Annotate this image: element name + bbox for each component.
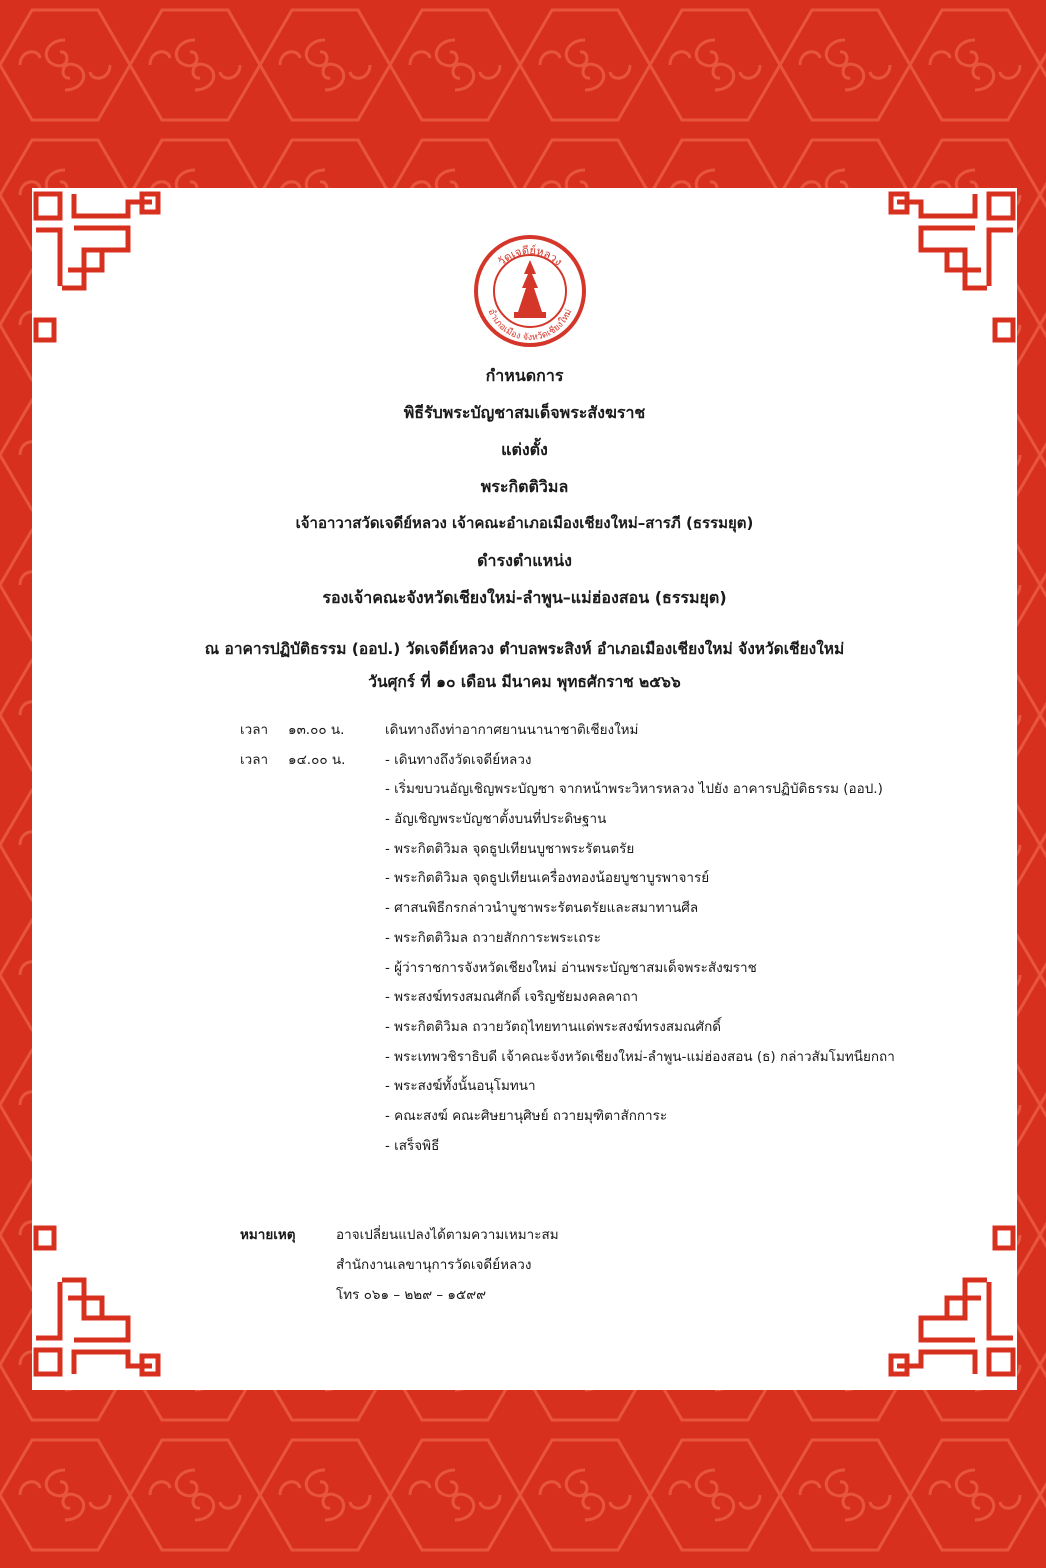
schedule-row: [240, 894, 960, 924]
title-current-position: เจ้าอาวาสวัดเจดีย์หลวง เจ้าคณะอำเภอเมืองเชียงใหม่–สารภี (ธรรมยุต): [295, 514, 754, 532]
schedule-activity: - ศาสนพิธีกรกล่าวนำบูชาพระรัตนตรัยและสมาทานศีล: [385, 900, 699, 917]
schedule-time-label: เวลา: [240, 751, 269, 768]
seal-top-text: วัดเจดีย์หลวง: [495, 243, 565, 269]
venue-place: ณ อาคารปฏิบัติธรรม (ออป.) วัดเจดีย์หลวง ตำบลพระสิงห์ อำเภอเมืองเชียงใหม่ จังหวัดเชียงใหม่: [204, 640, 845, 658]
schedule-activity: - คณะสงฆ์ คณะศิษยานุศิษย์ ถวายมุฑิตาสักการะ: [385, 1107, 668, 1124]
schedule-row: [240, 805, 960, 835]
temple-seal-icon: [470, 230, 590, 352]
schedule-activity: - ผู้ว่าราชการจังหวัดเชียงใหม่ อ่านพระบัญชาสมเด็จพระสังฆราช: [385, 959, 757, 976]
schedule-activity: - พระสงฆ์ทรงสมณศักดิ์ เจริญชัยมงคลคาถา: [385, 989, 639, 1006]
title-schedule: กำหนดการ: [485, 366, 564, 385]
schedule-row: [240, 746, 960, 776]
schedule-row: [240, 1072, 960, 1102]
notes-label: หมายเหตุ: [240, 1227, 296, 1243]
title-monk-name: พระกิตติวิมล: [480, 477, 569, 496]
venue-date: วันศุกร์ ที่ ๑๐ เดือน มีนาคม พุทธศักราช ๒๕๖๖: [368, 673, 681, 691]
schedule-activity: - พระกิตติวิมล ถวายวัตถุไทยทานแด่พระสงฆ์ทรงสมณศักดิ์: [385, 1018, 722, 1035]
schedule-row: [240, 924, 960, 954]
title-appoint: แต่งตั้ง: [501, 440, 548, 459]
schedule-row: [240, 954, 960, 984]
schedule-row: [240, 1013, 960, 1043]
schedule-list: [240, 716, 960, 1161]
notes-line-2: สำนักงานเลขานุการวัดเจดีย์หลวง: [336, 1257, 532, 1273]
schedule-row: [240, 835, 960, 865]
schedule-row: [240, 1132, 960, 1162]
schedule-activity: - พระกิตติวิมล จุดธูปเทียนเครื่องทองน้อยบูชาบูรพาจารย์: [385, 870, 710, 887]
schedule-activity: - เดินทางถึงวัดเจดีย์หลวง: [385, 751, 532, 768]
corner-ornament-top-right: [887, 188, 1017, 348]
title-new-position: รองเจ้าคณะจังหวัดเชียงใหม่-ลำพูน–แม่ฮ่องสอน (ธรรมยุต): [322, 588, 727, 607]
schedule-time-label: เวลา: [240, 722, 269, 738]
schedule-row: [240, 1102, 960, 1132]
title-hold-position: ดำรงตำแหน่ง: [477, 551, 572, 570]
schedule-row: [240, 864, 960, 894]
schedule-activity: - พระสงฆ์ทั้งนั้นอนุโมทนา: [385, 1078, 536, 1095]
seal-bottom-text: อำเภอเมือง จังหวัดเชียงใหม่: [485, 307, 575, 344]
notes-line-1: อาจเปลี่ยนแปลงได้ตามความเหมาะสม: [336, 1227, 559, 1243]
schedule-time: ๑๔.๐๐ น.: [288, 751, 346, 768]
schedule-activity: เดินทางถึงท่าอากาศยานนานาชาติเชียงใหม่: [385, 722, 639, 738]
schedule-row: [240, 716, 960, 746]
schedule-activity: - พระกิตติวิมล ถวายสักการะพระเถระ: [385, 929, 601, 946]
schedule-activity: - เสร็จพิธี: [385, 1137, 440, 1154]
corner-ornament-bottom-left: [32, 1220, 162, 1380]
schedule-row: [240, 775, 960, 805]
corner-ornament-top-left: [32, 188, 162, 348]
document-title-block: [32, 357, 1017, 616]
schedule-activity: - พระเทพวชิราธิบดี เจ้าคณะจังหวัดเชียงใหม่-ลำพูน-แม่ฮ่องสอน (ธ) กล่าวสัมโมทนียกถา: [385, 1048, 895, 1065]
schedule-activity: - พระกิตติวิมล จุดธูปเทียนบูชาพระรัตนตรัย: [385, 840, 635, 857]
notes-phone: โทร ๐๖๑ – ๒๒๙ – ๑๕๙๙: [336, 1287, 486, 1303]
schedule-time: ๑๓.๐๐ น.: [288, 722, 345, 738]
schedule-row: [240, 1043, 960, 1073]
schedule-activity: - เริ่มขบวนอัญเชิญพระบัญชา จากหน้าพระวิหารหลวง ไปยัง อาคารปฏิบัติธรรม (ออป.): [385, 781, 883, 798]
schedule-activity: - อัญเชิญพระบัญชาตั้งบนที่ประดิษฐาน: [385, 811, 607, 828]
corner-ornament-bottom-right: [887, 1220, 1017, 1380]
title-ceremony: พิธีรับพระบัญชาสมเด็จพระสังฆราช: [403, 403, 646, 422]
schedule-row: [240, 983, 960, 1013]
